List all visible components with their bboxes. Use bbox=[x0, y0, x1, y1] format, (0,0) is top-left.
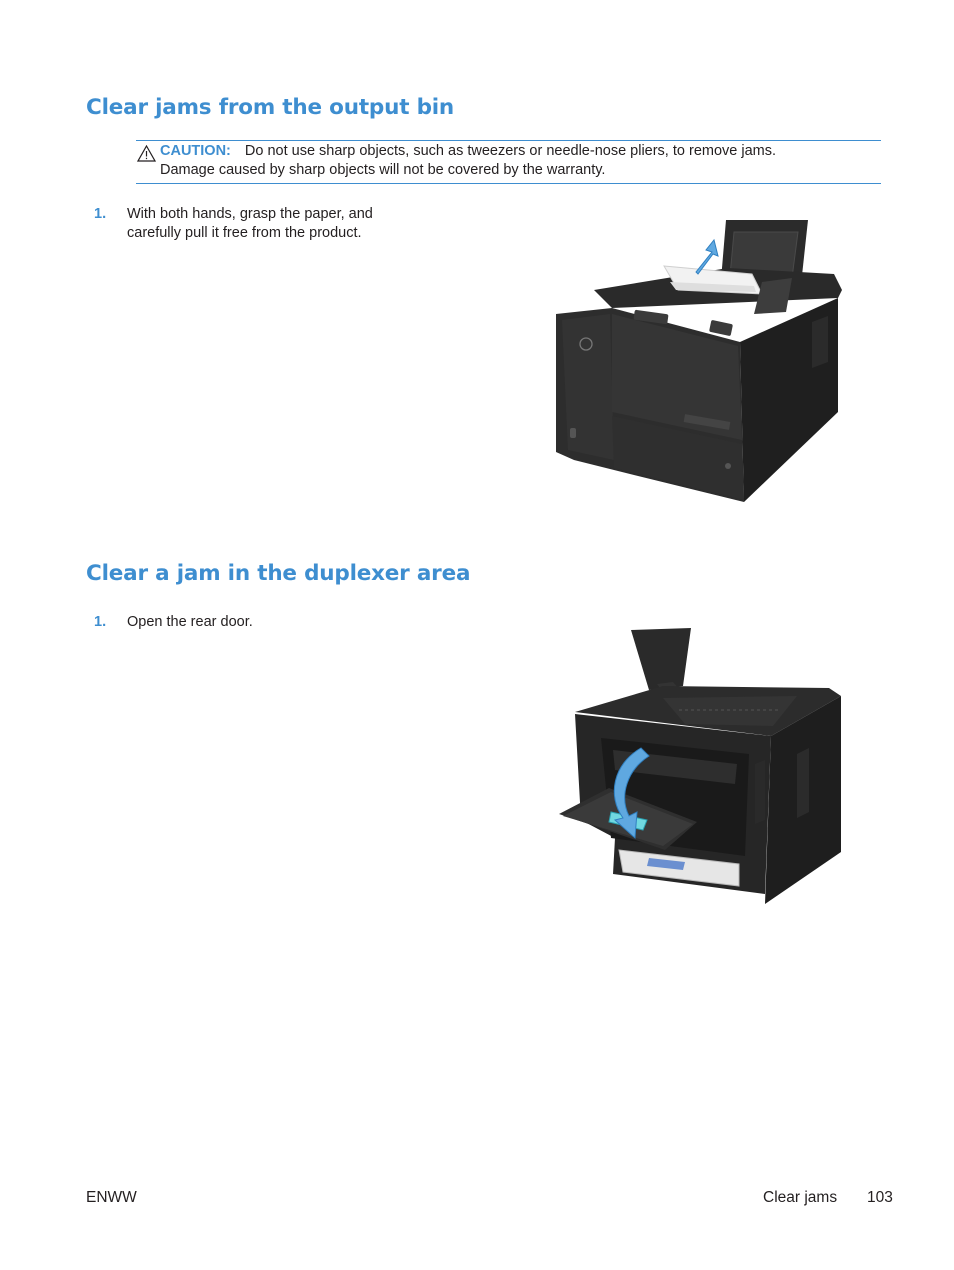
step-text-line-2: carefully pull it free from the product. bbox=[127, 225, 362, 241]
step-number: 1. bbox=[94, 206, 107, 222]
section-heading-output-bin: Clear jams from the output bin bbox=[86, 95, 455, 120]
caution-text-2: Damage caused by sharp objects will not be covered by the warranty. bbox=[160, 162, 606, 178]
step-number: 1. bbox=[94, 614, 107, 630]
section-heading-duplexer: Clear a jam in the duplexer area bbox=[86, 561, 471, 586]
caution-label: CAUTION: bbox=[160, 143, 231, 159]
step-text-line-1: With both hands, grasp the paper, and bbox=[127, 206, 373, 222]
printer-front-illustration bbox=[548, 212, 844, 506]
caution-line-1 bbox=[160, 143, 776, 159]
caution-text-1: Do not use sharp objects, such as tweezers or needle-nose pliers, to remove jams. bbox=[244, 143, 777, 159]
caution-note bbox=[136, 140, 881, 184]
footer-section-title: Clear jams bbox=[763, 1189, 838, 1206]
printer-rear-illustration bbox=[553, 624, 843, 908]
footer-page-number: 103 bbox=[867, 1189, 893, 1206]
warning-icon bbox=[137, 145, 156, 162]
step-text bbox=[127, 205, 373, 243]
footer-publisher: ENWW bbox=[86, 1189, 137, 1206]
step-text: Open the rear door. bbox=[127, 614, 253, 630]
